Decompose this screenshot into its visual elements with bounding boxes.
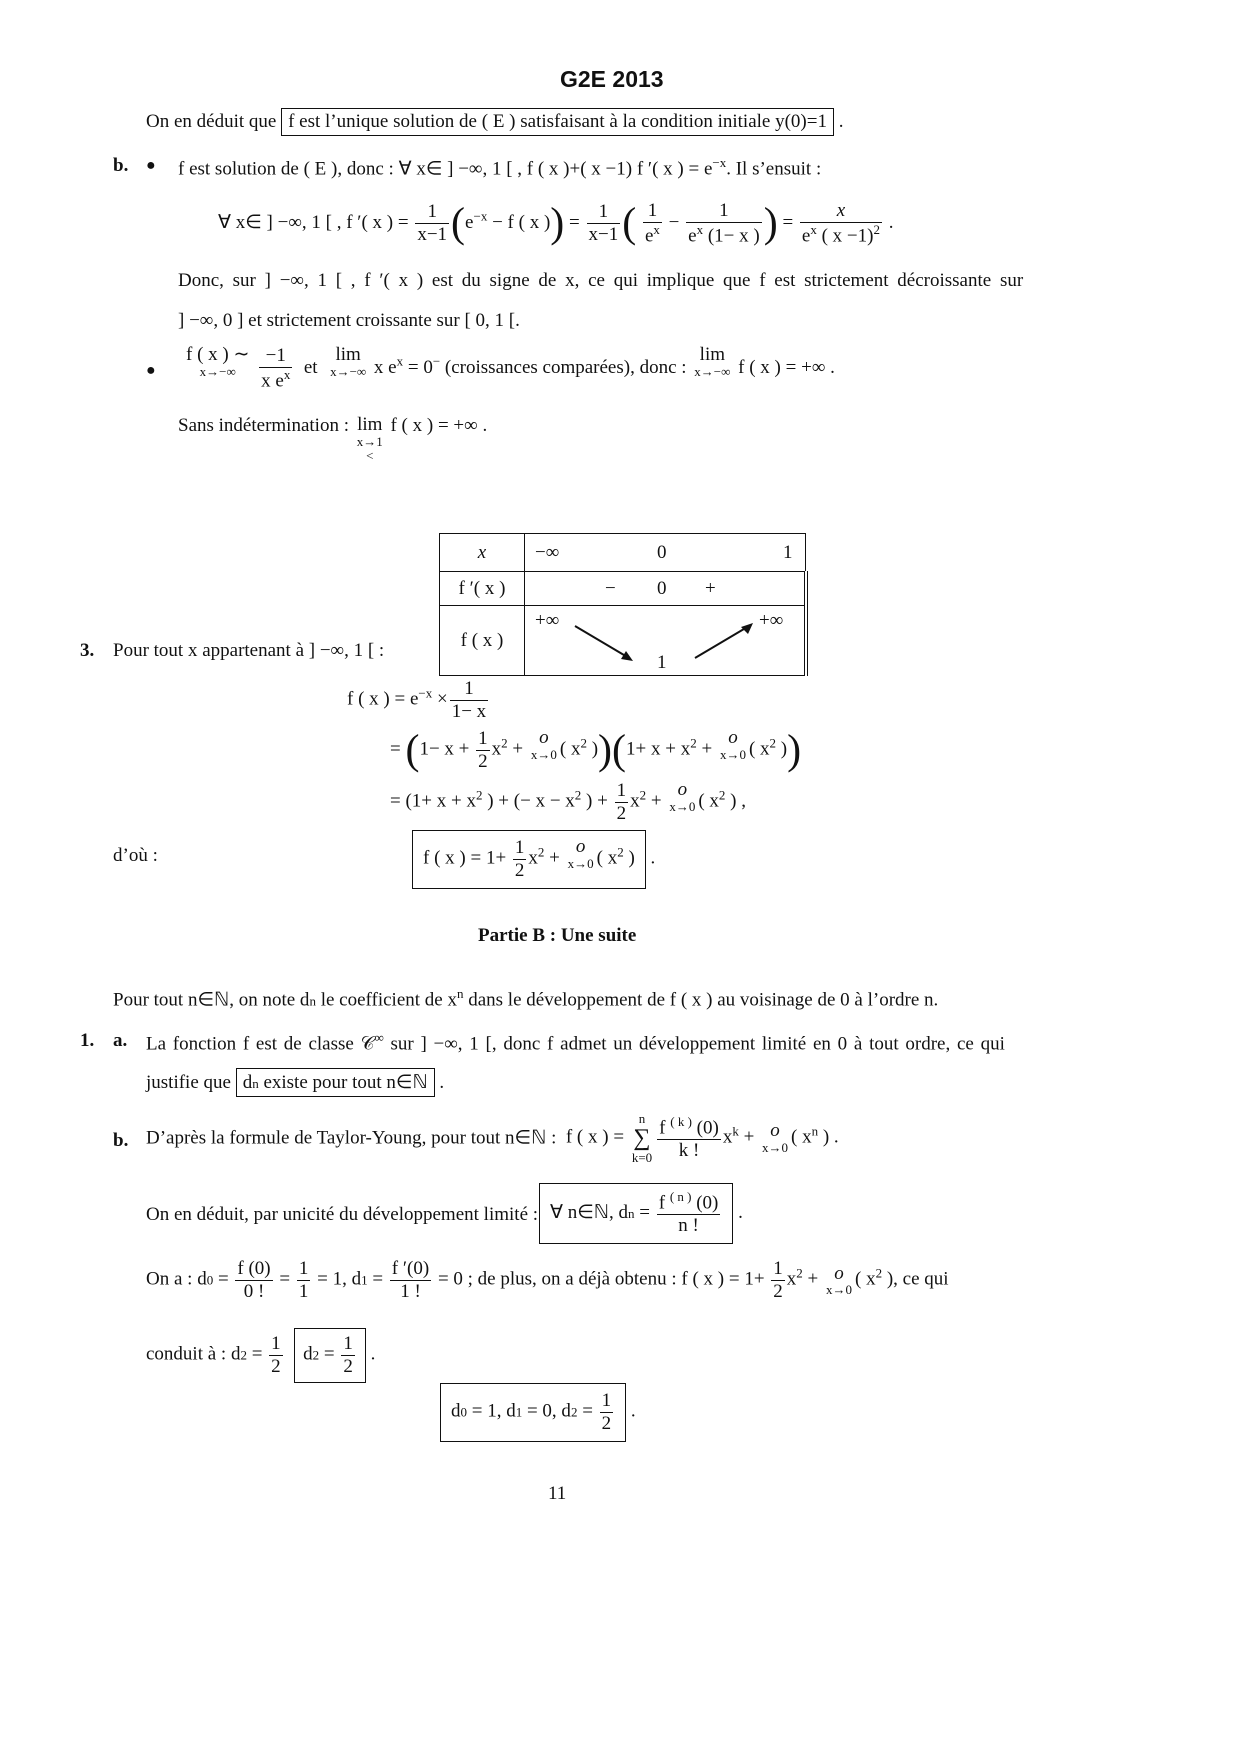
table-cell bbox=[525, 572, 806, 606]
formula-fraction: $\frac{1}{2}$ bbox=[514, 837, 525, 881]
dou-label: d’où : bbox=[113, 845, 158, 866]
bullet2-cc: (croissances comparées), donc : bbox=[444, 356, 687, 378]
question-label-1: 1. bbox=[80, 1030, 95, 1051]
formula-fraction: $\frac{f ^{( n )} (0)}{n !}$ bbox=[658, 1189, 719, 1237]
table-value: −∞ bbox=[535, 542, 560, 563]
b-line-3: On a : d0 = $\frac{f (0)}{0 !}$ = $\frac{1}{1}$ = 1, d1 = $\frac{f '(0)}{1 !}$ = 0 ; de plus, on a déjà obtenu : f ( x ) = 1+ $\frac{1}{2}$ $x^2$ + o x→0 ( $x^2$ ), ce qui bbox=[146, 1258, 949, 1302]
page-number: 11 bbox=[548, 1483, 567, 1504]
table-value: +∞ bbox=[535, 610, 560, 631]
bullet1-exp: −x bbox=[712, 155, 727, 170]
derivative-lhs: ∀ x∈ ] −∞, 1 [ , f ′( x ) = bbox=[218, 211, 409, 233]
sign-line-1: Donc, sur ] −∞, 1 [ , f ′( x ) est du signe de x, ce qui implique que f est strictement décroissante sur bbox=[178, 270, 1024, 291]
limit-expression: lim x→−∞ bbox=[694, 344, 731, 379]
taylor-line: D’après la formule de Taylor-Young, pour tout n∈ℕ : f ( x ) = n ∑ k=0 $\frac{f ^{( k )} (0)}{k !}$ $x^k$ + o x→0 ( $x^n$ ) . bbox=[146, 1111, 839, 1165]
bullet-icon: ● bbox=[146, 362, 156, 379]
table-value: 1 bbox=[657, 652, 667, 673]
bullet-icon: ● bbox=[146, 157, 156, 174]
d2-box: d2 = $\frac{1}{2}$ bbox=[294, 1328, 366, 1383]
intro-prefix: On en déduit que bbox=[146, 111, 277, 132]
a-line2-box: dn existe pour tout n∈ℕ bbox=[236, 1068, 435, 1097]
formula-fraction: $\frac{1}{1}$ bbox=[298, 1258, 309, 1302]
formula-fraction: $\frac{1}{2}$ bbox=[343, 1333, 353, 1377]
b-line4-text: conduit à : bbox=[146, 1343, 227, 1365]
b-line-4: conduit à : d2 = $\frac{1}{2}$ d2 = $\frac{1}{2}$ . bbox=[146, 1328, 375, 1383]
item-label-a: a. bbox=[113, 1030, 128, 1051]
a-line1-text: La fonction f est de classe 𝒞 bbox=[146, 1033, 375, 1055]
bullet1-line bbox=[178, 155, 821, 180]
equiv-expression: f ( x ) ∼ x→−∞ bbox=[186, 344, 250, 379]
partB-intro-mid: le coefficient de x bbox=[320, 989, 457, 1011]
a-line-1: La fonction f est de classe 𝒞∞ sur ] −∞, 1 [, donc f admet un développement limité en 0 à tout ordre, ce qui bbox=[146, 1030, 1005, 1055]
formula-fraction: $\frac{1}{2}$ bbox=[601, 1390, 612, 1434]
dl-result: f ( x ) = 1+ $\frac{1}{2}$ $x^2$ + o x→0 ( $x^2$ ) . bbox=[412, 830, 655, 889]
b-line3-mid: ; de plus, on a déjà obtenu : bbox=[467, 1268, 677, 1290]
little-o: o x→0 bbox=[719, 727, 746, 762]
formula-fraction: $\frac{f ^{( k )} (0)}{k !}$ bbox=[659, 1113, 719, 1161]
question-label-3: 3. bbox=[80, 640, 95, 661]
a-line-2: justifie que dn existe pour tout n∈ℕ . bbox=[146, 1068, 444, 1097]
dl-line-3: = ($1+ x + x^2$ ) + (− $x - x^2$ ) + $\frac{1}{2}$ $x^2$ + o x→0 ( $x^2$ ) , bbox=[390, 779, 746, 824]
dl-result-box: f ( x ) = 1+ $\frac{1}{2}$ $x^2$ + o x→0 ( $x^2$ ) bbox=[412, 830, 646, 889]
little-o: o x→0 bbox=[762, 1120, 789, 1156]
b-line-2-text: On en déduit, par unicité du développement limité : bbox=[146, 1204, 539, 1225]
table-value: 0 bbox=[657, 578, 667, 599]
dn-formula-box: ∀ n∈ℕ, dn = $\frac{f ^{( n )} (0)}{n !}$ bbox=[539, 1183, 733, 1244]
bullet1-text: f est solution de ( E ), donc : ∀ x∈ ] −∞, 1 [ , f ( x )+( x −1) f ′( x ) = e bbox=[178, 158, 713, 180]
table-cell bbox=[525, 606, 806, 676]
table-value: +∞ bbox=[759, 610, 784, 631]
dn-formula: ∀ n∈ℕ, dn = $\frac{f ^{( n )} (0)}{n !}$ . bbox=[539, 1183, 743, 1244]
formula-fraction: $\frac{f '(0)}{1 !}$ bbox=[391, 1258, 430, 1302]
formula-fraction: $\frac{1}{e^x}$ bbox=[644, 200, 660, 247]
formula-fraction: $\frac{1}{x-1}$ bbox=[588, 201, 619, 246]
sum-symbol: n ∑ k=0 bbox=[631, 1111, 653, 1165]
sign-line-2: ] −∞, 0 ] et strictement croissante sur [ 0, 1 [. bbox=[178, 310, 520, 331]
table-value: 0 bbox=[657, 542, 667, 563]
variation-arrows bbox=[525, 606, 803, 676]
final-result: d0 = 1, d1 = 0, d2 = $\frac{1}{2}$ . bbox=[440, 1383, 636, 1442]
bullet2-line: f ( x ) ∼ x→−∞ $\frac{-1}{x e^x}$ et lim x→−∞ x $e^x = 0^-$ (croissances comparées), donc : lim x→−∞ f ( x ) = +∞ . bbox=[186, 344, 835, 392]
little-o: o x→0 bbox=[826, 1262, 853, 1298]
a-line2-box-text: existe pour tout n∈ℕ bbox=[263, 1072, 428, 1093]
dl-line-2: = (1− x + $\frac{1}{2}$ $x^2$ + o x→0 ( $x^2$ ))($1+ x + x^2$ + o x→0 ( $x^2$ )) bbox=[390, 727, 802, 774]
little-o: o x→0 bbox=[567, 836, 594, 871]
table-cell: f ( x ) bbox=[440, 606, 525, 676]
a-line2-prefix: justifie que bbox=[146, 1072, 231, 1093]
table-cell bbox=[525, 534, 806, 572]
little-o: o x→0 bbox=[669, 779, 696, 814]
final-result-box: d0 = 1, d1 = 0, d2 = $\frac{1}{2}$ bbox=[440, 1383, 626, 1442]
dl-line-1: f ( x ) = $e^{-x}$ × $\frac{1}{1- x}$ bbox=[347, 678, 487, 722]
sans-indet-line: Sans indétermination : lim x→1 < f ( x ) = +∞ . bbox=[178, 414, 488, 463]
variation-table bbox=[439, 533, 808, 676]
limit-expression: lim x→−∞ bbox=[330, 344, 367, 379]
derivative-formula: ∀ x∈ ] −∞, 1 [ , f ′( x ) = $\frac{1}{x-1}$ ($e^{-x} - f$ ( x )) = $\frac{1}{x-1}$ ( $\frac{1}{e^x}$ − $\frac{1}{e^x (1- x )}$ ) = $\frac{x}{e^x ( x -1)^2}$ . bbox=[218, 200, 894, 247]
table-value: − bbox=[605, 578, 616, 599]
a-line1-end: sur ] −∞, 1 [, donc f admet un développement limité en 0 à tout ordre, ce qui bbox=[390, 1033, 1005, 1055]
formula-fraction: $\frac{1}{2}$ bbox=[773, 1258, 783, 1302]
intro-line: On en déduit que f est l’unique solution de ( E ) satisfaisant à la condition initiale y(0)=1 . bbox=[146, 108, 843, 136]
table-cell: x bbox=[440, 534, 525, 572]
bullet2-et: et bbox=[303, 356, 318, 378]
partB-intro: Pour tout n∈ℕ, on note dn le coefficient de $x^n$ dans le développement de f ( x ) au voisinage de 0 à l’ordre n. bbox=[113, 986, 939, 1011]
table-value: 1 bbox=[783, 542, 793, 563]
partB-intro-end: dans le développement de f ( x ) au voisinage de 0 à l’ordre n. bbox=[468, 989, 939, 1011]
b-line1-text: D’après la formule de Taylor-Young, pour tout n∈ℕ : bbox=[146, 1127, 557, 1149]
item-label-b2: b. bbox=[113, 1130, 129, 1151]
formula-fraction: $\frac{1}{2}$ bbox=[616, 780, 627, 824]
q3-text: Pour tout x appartenant à ] −∞, 1 [ : bbox=[113, 640, 385, 661]
partB-intro-start: Pour tout n∈ℕ, on note d bbox=[113, 989, 310, 1011]
formula-fraction: $\frac{1}{x-1}$ bbox=[417, 201, 448, 246]
item-label-b: b. bbox=[113, 155, 129, 176]
formula-fraction: $\frac{1}{1- x}$ bbox=[451, 678, 487, 722]
bullet1-end: . Il s’ensuit : bbox=[726, 158, 822, 180]
little-o: o x→0 bbox=[530, 727, 557, 762]
b-line3-prefix: On a : bbox=[146, 1268, 193, 1290]
table-value: + bbox=[705, 578, 716, 599]
page-title: G2E 2013 bbox=[560, 66, 664, 92]
formula-fraction: $\frac{1}{e^x (1- x )}$ bbox=[688, 200, 760, 247]
intro-boxed-result: f est l’unique solution de ( E ) satisfaisant à la condition initiale y(0)=1 bbox=[281, 108, 834, 136]
formula-fraction: $\frac{f (0)}{0 !}$ bbox=[237, 1258, 271, 1302]
formula-fraction: $\frac{1}{2}$ bbox=[478, 728, 488, 772]
section-title: Partie B : Une suite bbox=[478, 925, 637, 946]
formula-fraction: $\frac{x}{e^x ( x -1)^2}$ bbox=[801, 200, 880, 247]
limit-expression: lim x→1 < bbox=[356, 414, 383, 463]
formula-fraction: $\frac{1}{2}$ bbox=[271, 1333, 281, 1377]
formula-fraction: $\frac{-1}{x e^x}$ bbox=[261, 345, 291, 392]
sans-indet-text: Sans indétermination : bbox=[178, 415, 349, 436]
b-line3-end: , ce qui bbox=[893, 1268, 949, 1290]
table-cell: f ′( x ) bbox=[440, 572, 525, 606]
